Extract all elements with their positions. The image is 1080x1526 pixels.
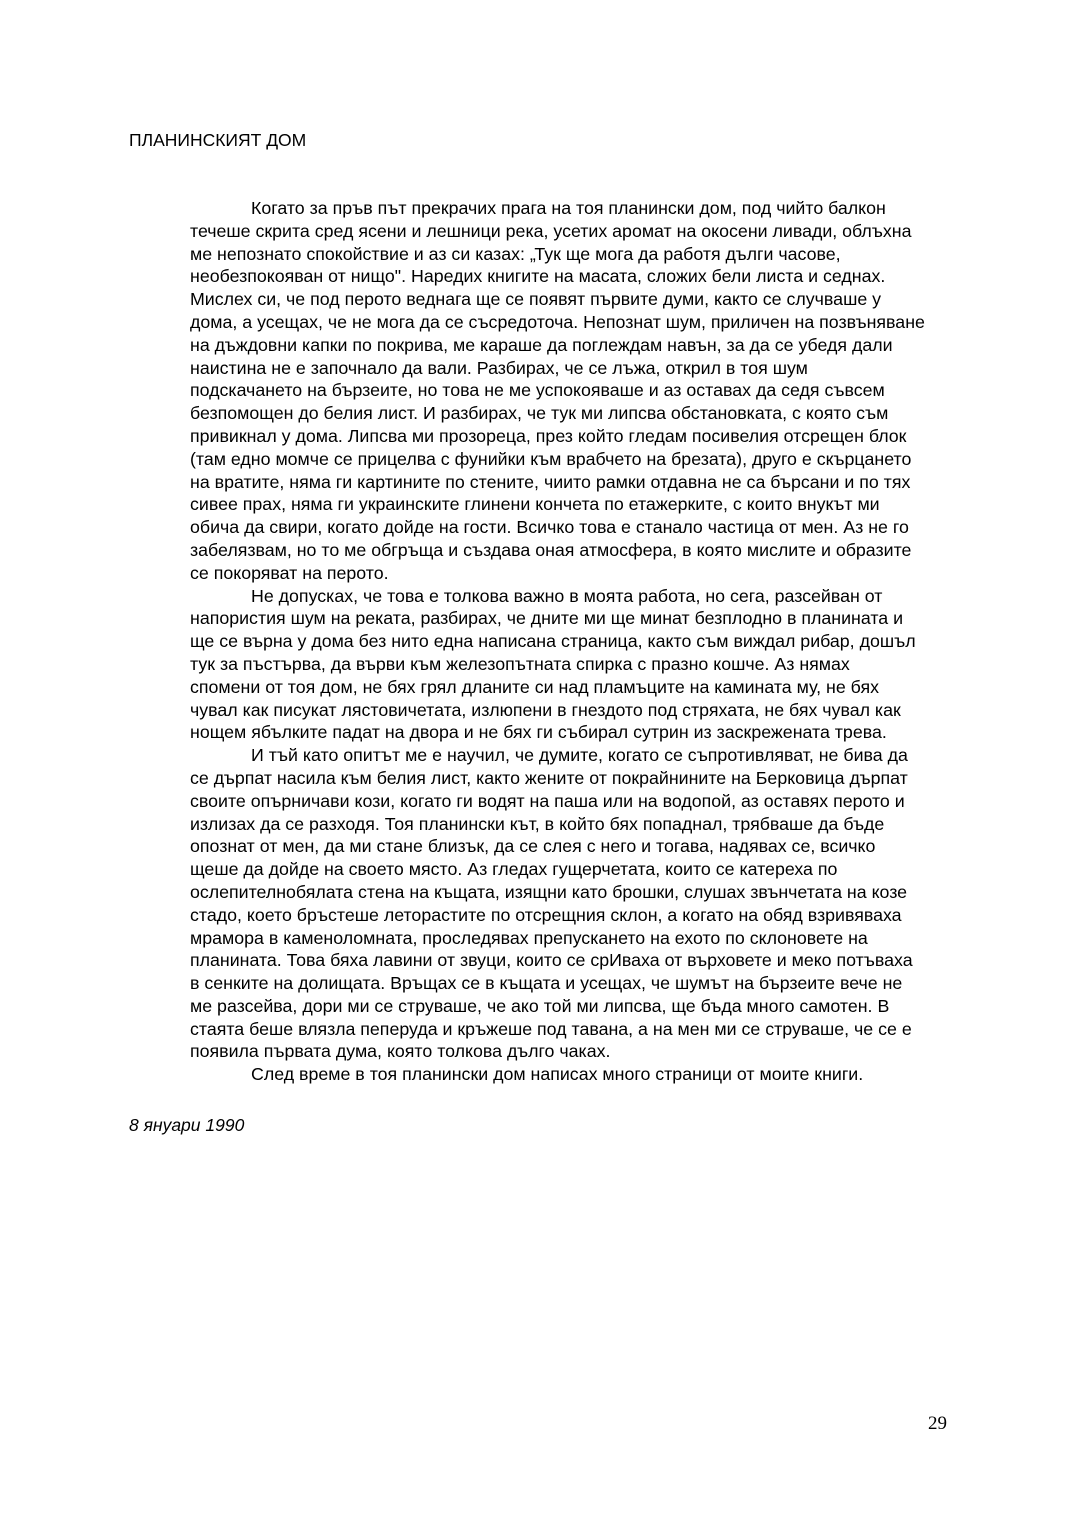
text-line: ме непознато спокойствие и аз си казах: „Тук ще мога да работя дълги часове, [190, 243, 841, 264]
text-line: забелязвам, но то ме обгръща и създава оная атмосфера, в която мислите и образите [190, 539, 912, 560]
text-line: мрамора в каменоломната, проследявах препускането на ехото по склоновете на [190, 927, 868, 948]
paragraph-2 [129, 585, 959, 745]
text-line: чувал как писукат лястовичетата, излюпени в гнездото под стряхата, не бях чувал как [190, 699, 901, 720]
text-line: планината. Това бяха лавини от звуци, които се срИваха от върховете и меко потъваха [190, 950, 913, 971]
text-line: безпомощен до белия лист. И разбирах, че тук ми липсва обстановката, с която съм [190, 403, 889, 424]
page-title: ПЛАНИНСКИЯТ ДОМ [129, 130, 307, 150]
text-line: в сенките на долищата. Връщах се в къщата и усещах, че шумът на бързеите вече не [190, 973, 903, 994]
text-line: Не допусках, че това е толкова важно в моята работа, но сега, разсейван от [251, 585, 883, 606]
text-line: напористия шум на реката, разбирах, че дните ми ще минат безплодно в планината и [190, 608, 904, 629]
paragraph-3 [129, 744, 959, 1063]
text-line: привикнал у дома. Липсва ми прозореца, през който гледам посивелия отсрещен блок [190, 425, 907, 446]
text-line: ослепителнобялата стена на къщата, изящни като брошки, слушах звънчетата на козе [190, 881, 908, 902]
text-line: ще се върна у дома без нито една написана страница, както съм виждал рибар, дошъл [190, 631, 916, 652]
date-signature: 8 януари 1990 [129, 1115, 245, 1135]
text-line: Когато за пръв път прекрачих прага на тоя планински дом, под чийто балкон [251, 198, 886, 218]
text-line: спомени от тоя дом, не бях грял дланите си над пламъците на камината му, не бях [190, 676, 879, 697]
text-line: на вратите, няма ги картините по стените, чиито рамки отдавна не са бърсани и по тях [190, 471, 911, 492]
text-line: подскачането на бързеите, но това не ме успокояваше и аз оставах да седя съвсем [190, 380, 885, 401]
text-line: се дърпат насила към белия лист, както жените от покрайнините на Берковица дърпат [190, 767, 908, 788]
body-text [129, 197, 959, 1086]
text-line: нощем ябълките падат на двора и не бях ги събирал сутрин из заскрежената трева. [190, 722, 887, 743]
text-line: на дъждовни капки по покрива, ме караше да поглеждам навън, за да се убедя дали [190, 334, 893, 355]
text-line: се покоряват на перото. [190, 562, 389, 583]
text-line: обича да свири, когато дойде на гости. Всичко това е станало частица от мен. Аз не го [190, 517, 909, 538]
text-line: сивее прах, няма ги украинските глинени кончета по етажерките, с които внукът ми [190, 494, 880, 515]
text-line: стаята беше влязла пеперуда и кръжеше под тавана, а на мен ми се струваше, че се е [190, 1018, 912, 1039]
text-line: стадо, което бръстеше леторастите по отсрещния склон, а когато на обяд взривяваха [190, 904, 902, 925]
paragraph-4 [129, 1063, 959, 1086]
text-line: опознат от мен, да ми стане близък, да се слея с него и тогава, надявах се, всичко [190, 836, 876, 857]
text-line: Мислех си, че под перото веднага ще се появят първите думи, както се случваше у [190, 289, 882, 310]
text-line: необезпокояван от нищо". Наредих книгите на масата, сложих бели листа и седнах. [190, 266, 886, 287]
text-line: тук за пъстърва, да върви към железопътната спирка с празно кошче. Аз нямах [190, 653, 850, 674]
text-line: ме разсейва, дори ми се струваше, че ако той ми липсва, ще бъда много самотен. В [190, 995, 890, 1016]
text-line: щеше да дойде на своето място. Аз гледах гущерчетата, които се катереха по [190, 859, 838, 880]
text-line: След време в тоя планински дом написах много страници от моите книги. [251, 1064, 864, 1085]
text-line: И тъй като опитът ме е научил, че думите, когато се съпротивляват, не бива да [251, 745, 908, 766]
paragraph-1 [129, 197, 959, 585]
page-number: 29 [928, 1413, 947, 1434]
text-line: появила първата дума, която толкова дълго чаках. [190, 1041, 611, 1062]
text-line: излизах да се разходя. Тоя планински кът, в който бях попаднал, трябваше да бъде [190, 813, 885, 834]
text-line: течеше скрита сред ясени и лешници река, усетих аромат на окосени ливади, облъхна [190, 220, 912, 241]
text-line: своите опърничави кози, когато ги водят на паша или на водопой, аз оставях перото и [190, 790, 905, 811]
text-line: (там едно момче се прицелва с фунийки към врабчето на брезата), друго е скърцането [190, 448, 912, 469]
text-line: наистина не е започнало да вали. Разбирах, че се лъжа, открил в тоя шум [190, 357, 808, 378]
text-line: дома, а усещах, че не мога да се съсредоточа. Непознат шум, приличен на позвъняване [190, 311, 925, 332]
